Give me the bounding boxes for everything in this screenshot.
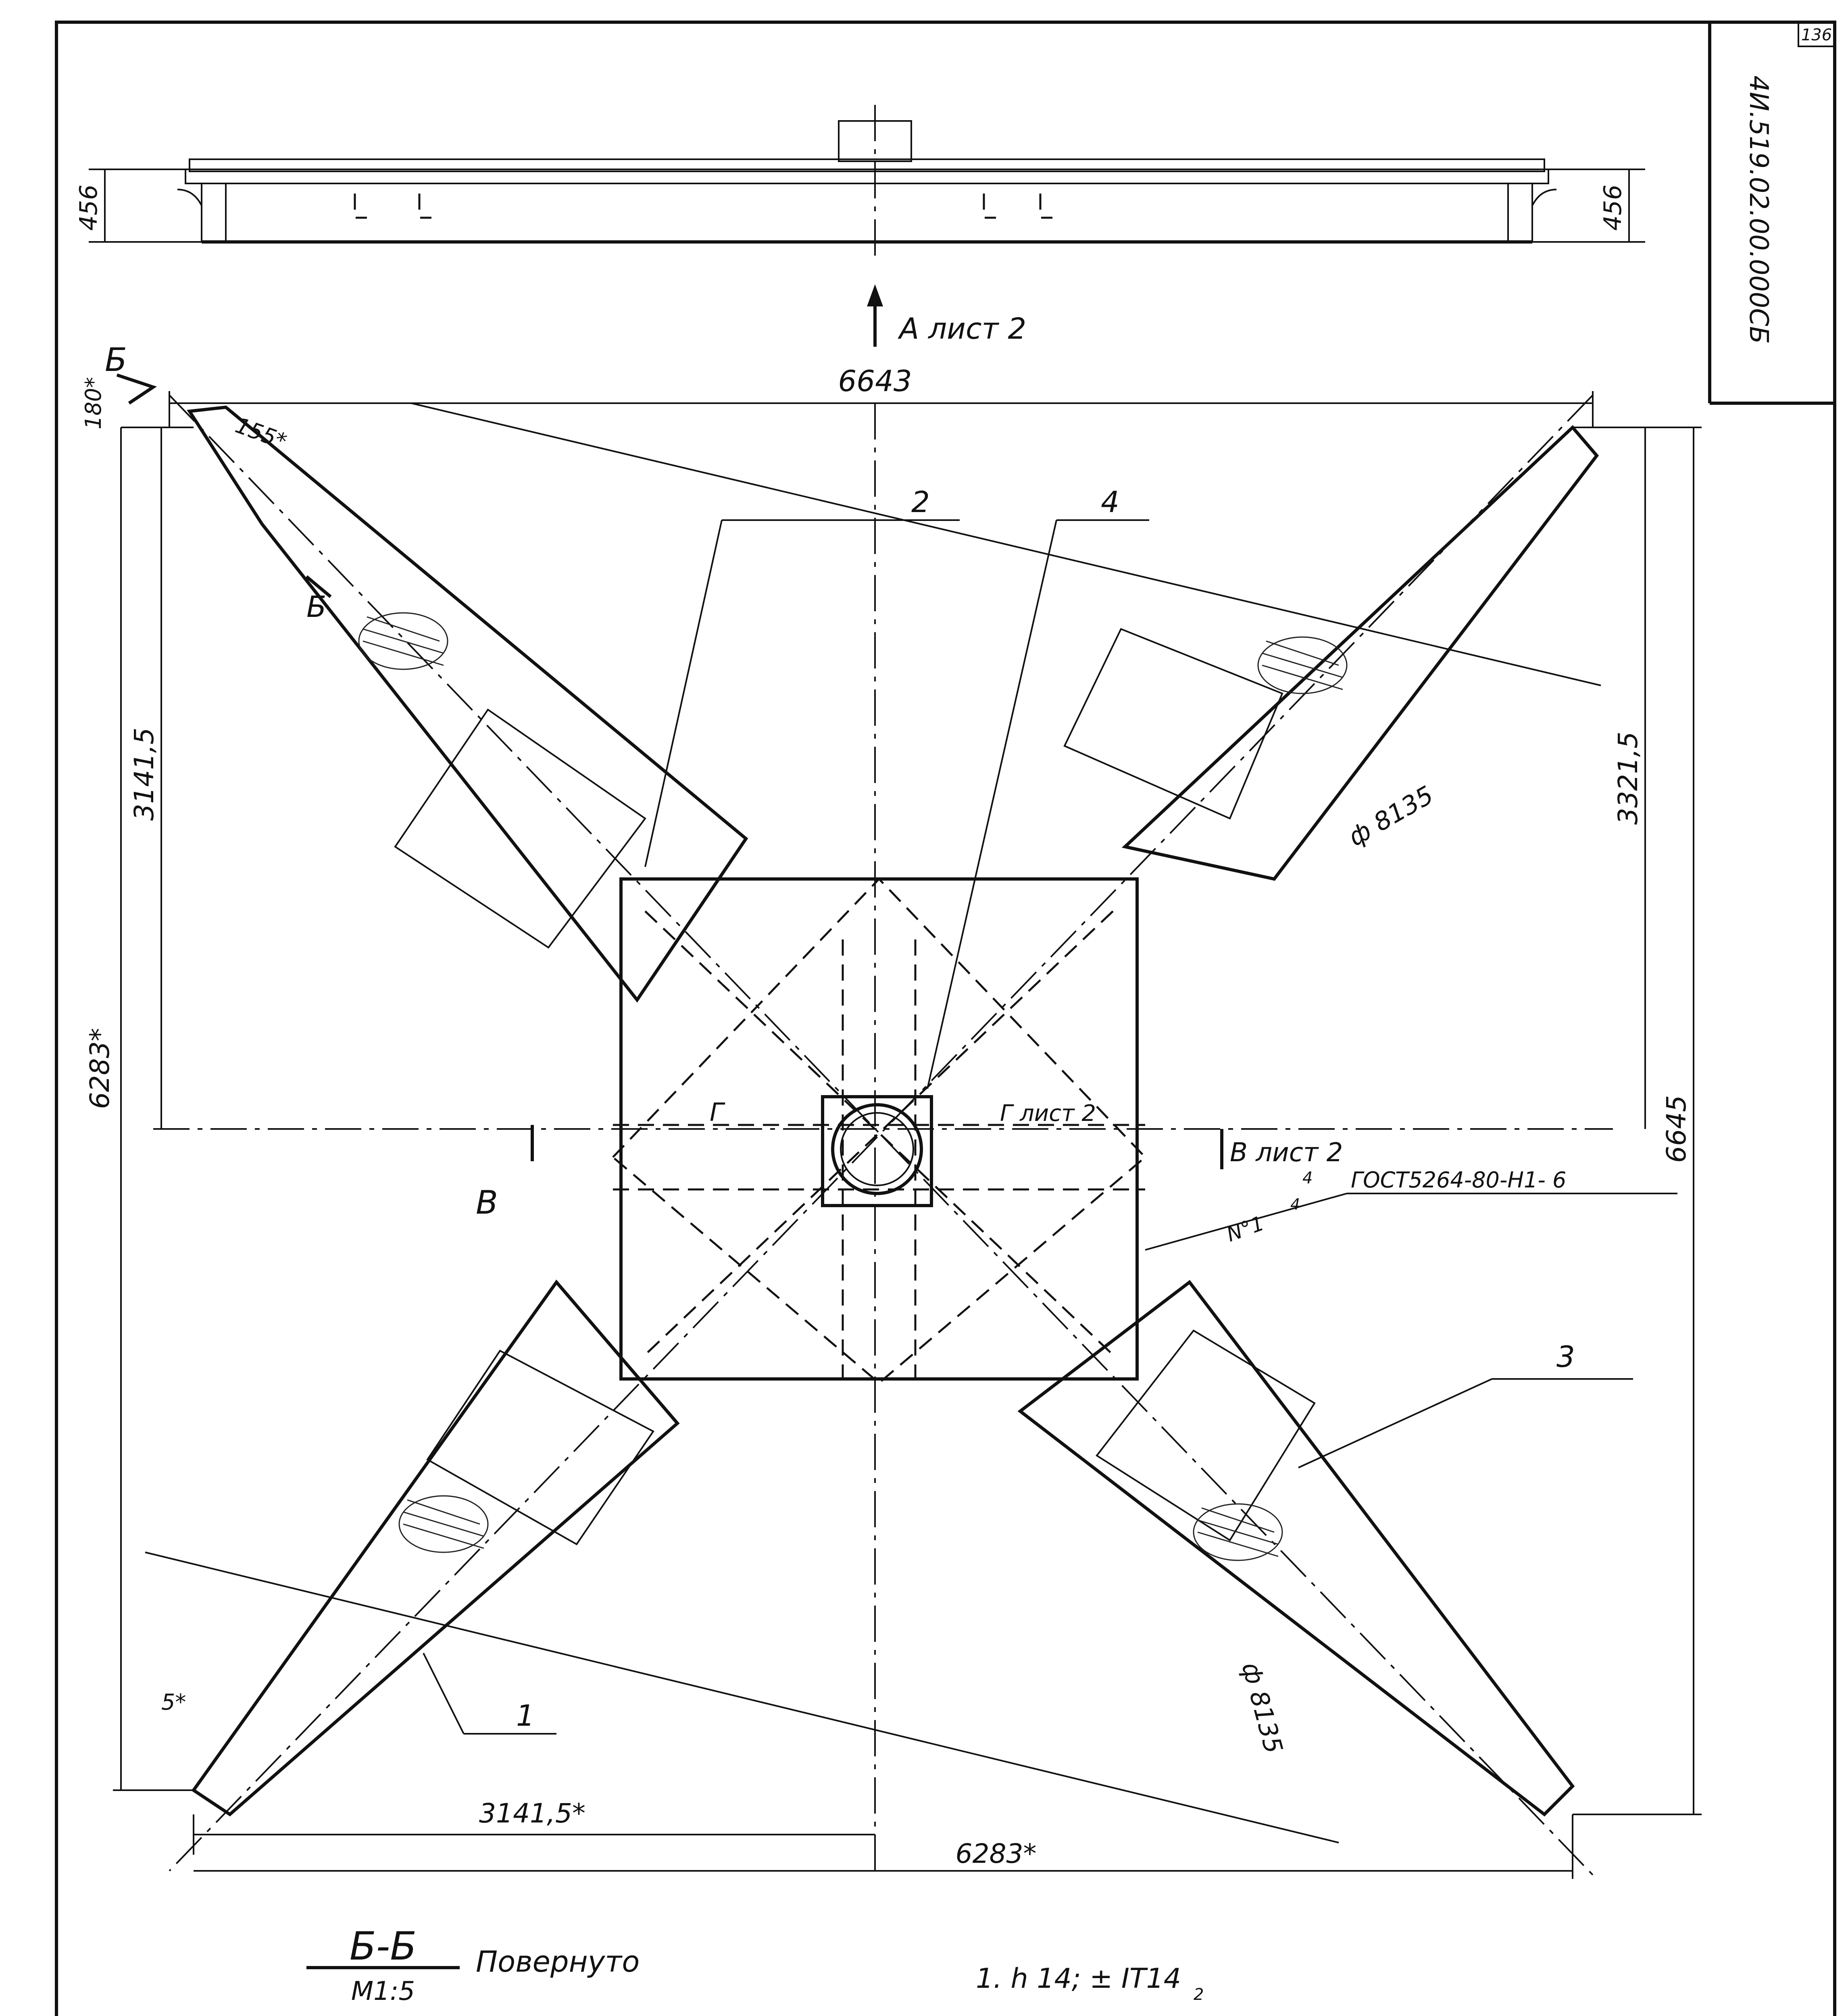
section-b-b — [121, 1924, 806, 2016]
leader-part-4: 4 — [1101, 485, 1119, 519]
dim-corner-5: 5* — [161, 1689, 186, 1715]
top-elevation-view — [177, 105, 1556, 258]
sheet-number: 136 — [1801, 26, 1832, 44]
dim-overall-width: 6643 — [838, 364, 912, 398]
section-b-marker-side: Б — [306, 590, 327, 624]
weld-sub: 4 — [1290, 1195, 1300, 1213]
dim-top-height-left: 456 — [75, 184, 103, 231]
weld-number: N°1 — [1223, 1211, 1267, 1247]
dim-diameter-lower: ф 8135 — [1236, 1659, 1289, 1757]
dim-corner-155: 155* — [232, 412, 290, 454]
section-note: Повернуто — [476, 1945, 640, 1979]
dim-bottom-full: 6283* — [955, 1838, 1037, 1869]
note-1: 1. h 14; ± IT14 — [976, 1963, 1181, 1995]
dim-corner-180: 180* — [81, 377, 106, 430]
section-v-left: В — [476, 1184, 498, 1221]
side-code: 4И.519.02.00.000СБ — [1744, 75, 1773, 344]
dim-right-full: 6645 — [1661, 1095, 1692, 1163]
leader-part-3: 3 — [1556, 1340, 1575, 1374]
dim-top-height-right: 456 — [1599, 184, 1627, 231]
dim-diameter-upper: ф 8135 — [1343, 780, 1439, 852]
technical-notes — [976, 1963, 1704, 2016]
arm-top-right — [1125, 427, 1597, 879]
leader-part-2: 2 — [911, 485, 930, 519]
dim-left-full: 6283* — [84, 1028, 115, 1109]
dim-bottom-half: 3141,5* — [479, 1798, 585, 1829]
section-g-right: Г лист 2 — [1000, 1100, 1096, 1127]
note-1-denominator: 2 — [1194, 1985, 1204, 2004]
arm-bottom-right — [1020, 1282, 1573, 1814]
dim-left-half: 3141,5 — [129, 727, 160, 821]
section-b-marker-top: Б — [105, 341, 127, 379]
section-v-right-sub: 4 — [1302, 1169, 1313, 1187]
arm-top-left — [190, 407, 746, 1000]
section-title: Б-Б — [349, 1924, 417, 1969]
star-plan-view — [153, 395, 1613, 1875]
section-scale: М1:5 — [351, 1976, 415, 2006]
view-a-label: А лист 2 — [899, 312, 1027, 346]
section-g-left: Г — [710, 1098, 724, 1127]
center-hub — [833, 1105, 921, 1193]
arm-bottom-left — [194, 1282, 677, 1814]
section-v-right: В лист 2 — [1230, 1138, 1343, 1168]
weld-note: ГОСТ5264-80-Н1- 6 — [1351, 1167, 1567, 1193]
leader-part-1: 1 — [516, 1699, 535, 1733]
dim-right-half: 3321,5 — [1613, 731, 1644, 825]
